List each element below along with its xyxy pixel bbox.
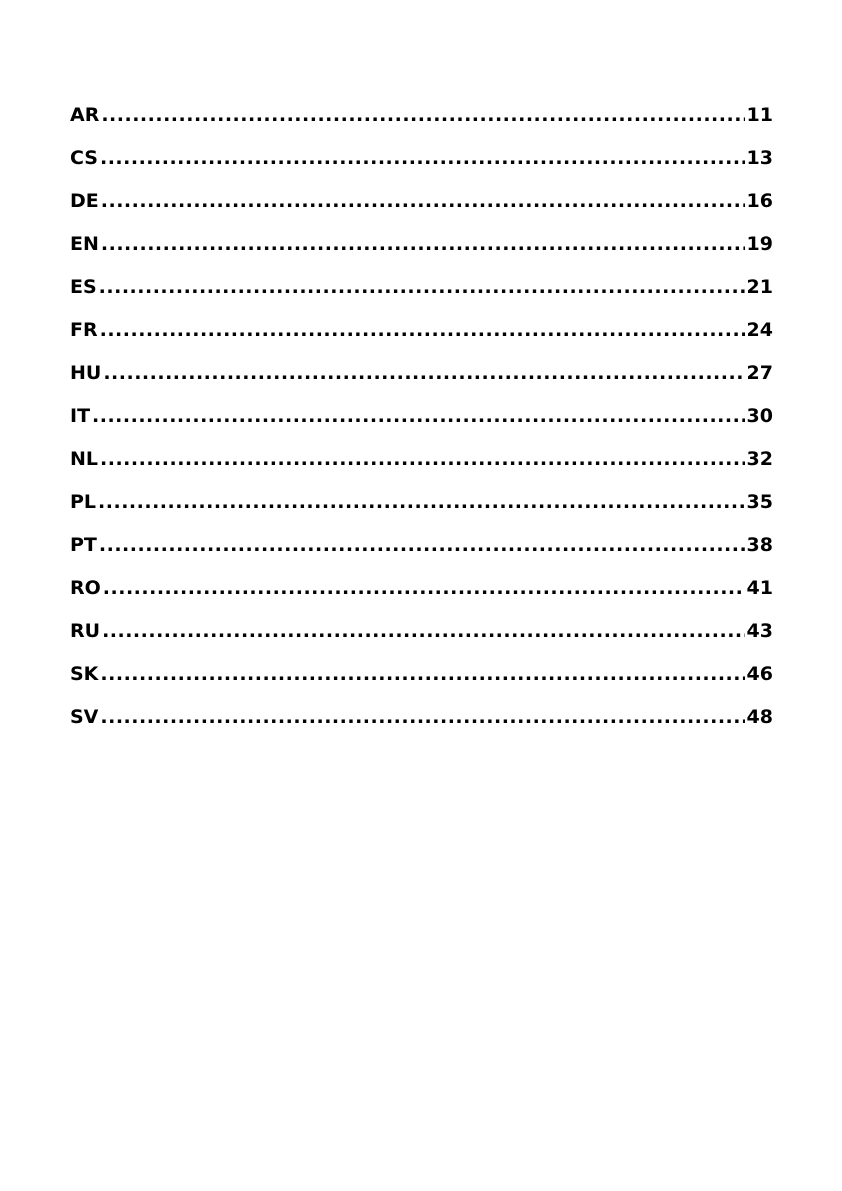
dot-leader (101, 184, 745, 218)
dot-leader (99, 528, 745, 562)
toc-entry-ar[interactable] (70, 98, 773, 141)
toc-entry-label: IT (70, 405, 91, 427)
toc-entry-label: SK (70, 663, 99, 685)
toc-entry-label: HU (70, 362, 102, 384)
toc-entry-fr[interactable] (70, 313, 773, 356)
toc-entry-pt[interactable] (70, 528, 773, 571)
toc-entry-label: NL (70, 448, 99, 470)
toc-entry-nl[interactable] (70, 442, 773, 485)
toc-entry-page-number: 16 (746, 190, 773, 212)
toc-entry-label: PT (70, 534, 97, 556)
toc-entry-label: RU (70, 620, 101, 642)
dot-leader (103, 356, 744, 390)
dot-leader (100, 442, 745, 476)
dot-leader (100, 313, 745, 347)
toc-entry-label: AR (70, 104, 100, 126)
toc-entry-sv[interactable] (70, 700, 773, 743)
toc-entry-page-number: 43 (746, 620, 773, 642)
toc-entry-cs[interactable] (70, 141, 773, 184)
toc-entry-pl[interactable] (70, 485, 773, 528)
toc-entry-en[interactable] (70, 227, 773, 270)
toc-entry-page-number: 19 (746, 233, 773, 255)
toc-entry-page-number: 11 (746, 104, 773, 126)
dot-leader (102, 614, 744, 648)
dot-leader (101, 98, 744, 132)
toc-entry-it[interactable] (70, 399, 773, 442)
toc-entry-de[interactable] (70, 184, 773, 227)
toc-entry-page-number: 27 (746, 362, 773, 384)
toc-entry-page-number: 38 (746, 534, 773, 556)
toc-entry-label: RO (70, 577, 101, 599)
toc-entry-sk[interactable] (70, 657, 773, 700)
table-of-contents (70, 98, 773, 743)
dot-leader (100, 700, 744, 734)
toc-entry-page-number: 30 (746, 405, 773, 427)
toc-entry-page-number: 41 (746, 577, 773, 599)
dot-leader (103, 571, 745, 605)
toc-entry-label: EN (70, 233, 99, 255)
toc-entry-label: CS (70, 147, 98, 169)
toc-entry-page-number: 13 (746, 147, 773, 169)
toc-entry-ro[interactable] (70, 571, 773, 614)
toc-entry-label: DE (70, 190, 99, 212)
toc-entry-hu[interactable] (70, 356, 773, 399)
toc-entry-label: SV (70, 706, 99, 728)
dot-leader (101, 227, 745, 261)
dot-leader (98, 485, 745, 519)
toc-entry-page-number: 46 (746, 663, 773, 685)
toc-entry-page-number: 48 (746, 706, 773, 728)
toc-entry-label: PL (70, 491, 97, 513)
toc-entry-page-number: 24 (746, 319, 773, 341)
dot-leader (92, 399, 745, 433)
dot-leader (100, 657, 744, 691)
toc-entry-page-number: 21 (746, 276, 773, 298)
toc-entry-es[interactable] (70, 270, 773, 313)
dot-leader (99, 270, 745, 304)
toc-entry-label: ES (70, 276, 97, 298)
toc-entry-page-number: 35 (746, 491, 773, 513)
toc-entry-label: FR (70, 319, 98, 341)
toc-entry-ru[interactable] (70, 614, 773, 657)
toc-entry-page-number: 32 (746, 448, 773, 470)
dot-leader (100, 141, 745, 175)
